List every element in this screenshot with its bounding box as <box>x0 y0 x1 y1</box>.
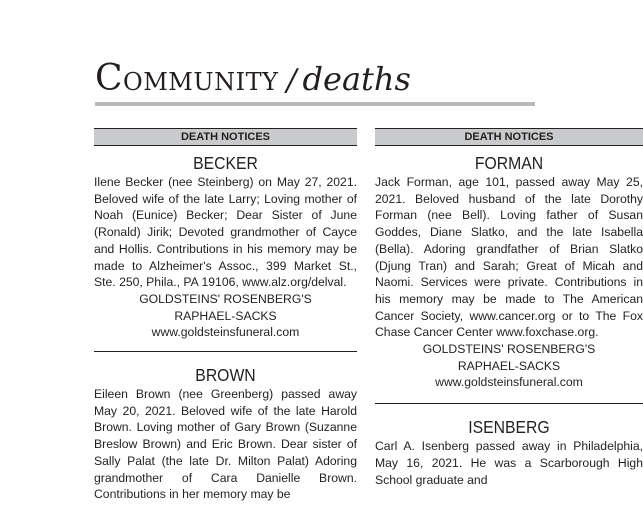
column-right <box>375 128 643 488</box>
section-title <box>95 58 279 99</box>
funeral-home-name-2: RAPHAEL-SACKS <box>174 308 277 323</box>
notice-isenberg <box>375 417 643 488</box>
subsection-title: deaths <box>302 60 411 98</box>
page-header <box>95 58 411 99</box>
death-notices-band: DEATH NOTICES <box>375 128 643 146</box>
section-title-initial: C <box>95 58 124 99</box>
notice-divider <box>94 351 357 352</box>
notice-text: Eileen Brown (nee Greenberg) passed away May 20, 2021. Beloved wife of the late Harold Brown. Loving mother of Gary Brown (Suzanne Breslow Brown) and Eric Brown. Dear sister of Sally Palat (the late Dr. Milton Palat) Adoring grandmother of Cara Danielle Brown. Contributions in her memory may be <box>94 387 357 502</box>
notice-divider <box>375 403 643 404</box>
section-title-rest: ommunity <box>123 59 279 99</box>
funeral-home-url: www.goldsteinsfuneral.com <box>151 325 300 340</box>
notice-name: BECKER <box>193 153 258 173</box>
funeral-home-url: www.goldsteinsfuneral.com <box>435 375 583 390</box>
notice-name: FORMAN <box>474 153 544 173</box>
notice-forman <box>375 153 643 391</box>
notice-becker <box>94 153 357 341</box>
notice-text: Ilene Becker (nee Steinberg) on May 27, 2021. Beloved wife of the late Larry; Loving mother of Noah (Eunice) Becker; Dear Sister of June (Ronald) Jirik; Devoted grandmother of Cayce and Hollis. Contributions in his memory may be made to Alzheimer's Assoc., 399 Market St., Ste. 250, Phila., PA 19106, www.alz.org/delval. <box>94 175 357 290</box>
column-left <box>94 128 357 503</box>
funeral-home-name: GOLDSTEINS' ROSENBERG'S <box>422 342 596 357</box>
header-separator: / <box>286 63 297 98</box>
notice-brown <box>94 365 357 503</box>
funeral-home-name: GOLDSTEINS' ROSENBERG'S <box>139 291 312 306</box>
notice-name: BROWN <box>195 365 256 386</box>
notice-name: ISENBERG <box>468 417 550 438</box>
death-notices-band: DEATH NOTICES <box>94 128 357 146</box>
funeral-home-name-2: RAPHAEL-SACKS <box>457 358 561 373</box>
notice-text: Carl A. Isenberg passed away in Philadelphia, May 16, 2021. He was a Scarborough High School graduate and <box>375 439 643 487</box>
notice-text: Jack Forman, age 101, passed away May 25, 2021. Beloved husband of the late Dorothy Forman (nee Bell). Loving father of Susan Goddes, Diane Slatko, and the late Isabella (Bella). Adoring grandfather of Brian Slatko (Djung Tran) and Sarah; Great of Micah and Naomi. Services were private. Contributions in his memory may be made to The American Cancer Society, www.cancer.org or to The Fox Chase Cancer Center www.foxchase.org. <box>375 175 643 340</box>
header-rule <box>95 102 535 106</box>
